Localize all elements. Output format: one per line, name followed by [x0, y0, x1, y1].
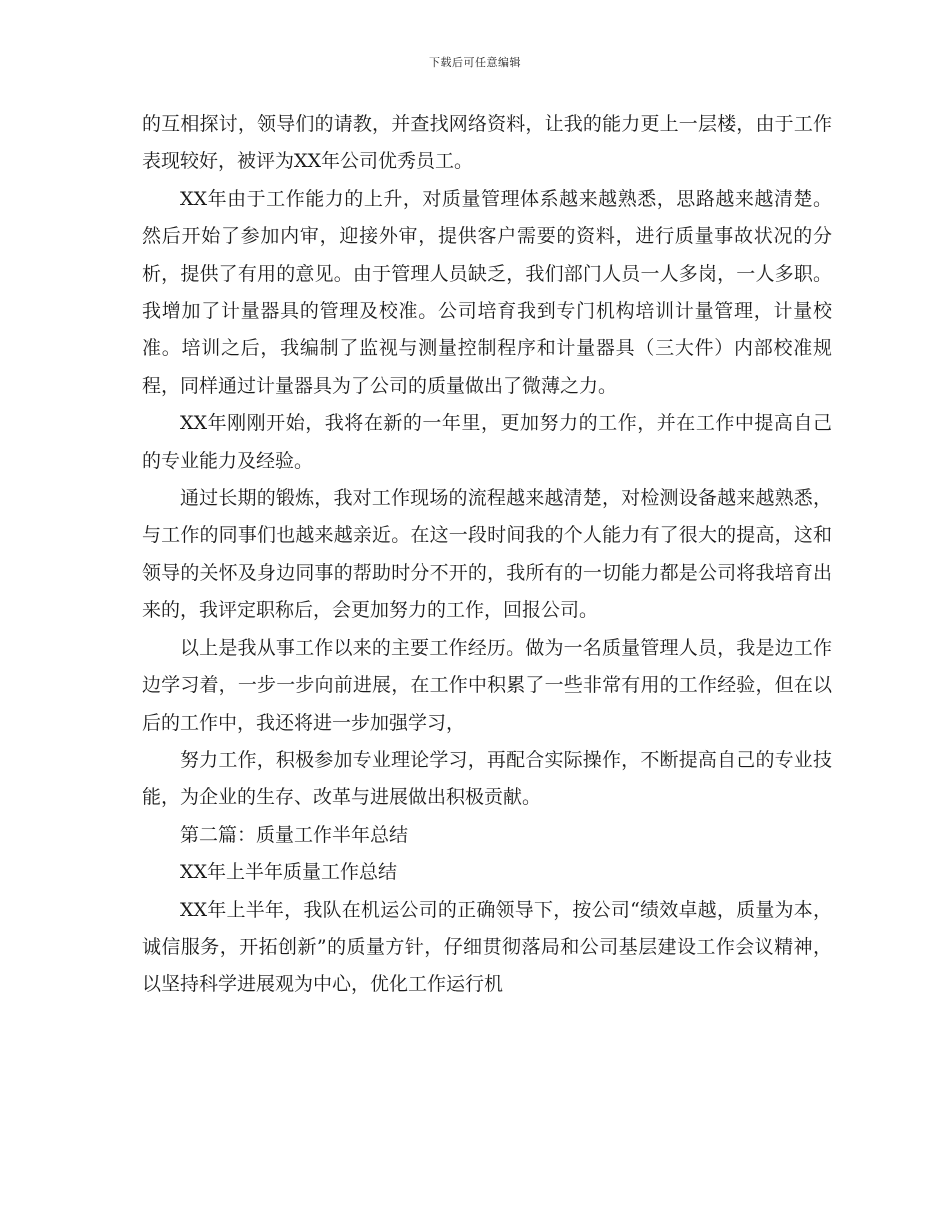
- section-heading: 第二篇：质量工作半年总结: [180, 823, 409, 846]
- document-body: [142, 106, 832, 1004]
- paragraph: XX年由于工作能力的上升，对质量管理体系越来越熟悉，思路越来越清楚。然后开始了参加内审，迎接外审，提供客户需要的资料，进行质量事故状况的分析，提供了有用的意见。由于管理人员缺乏，我们部门人员一人多岗，一人多职。我增加了计量器具的管理及校准。公司培育我到专门机构培训计量管理，计量校准。培训之后，我编制了监视与测量控制程序和计量器具（三大件）内部校准规程，同样通过计量器具为了公司的质量做出了微薄之力。: [142, 187, 832, 397]
- page-header: 下载后可任意编辑: [429, 56, 521, 69]
- paragraph: 努力工作，积极参加专业理论学习，再配合实际操作，不断提高自己的专业技能，为企业的生存、改革与进展做出积极贡献。: [142, 748, 832, 809]
- sub-heading: XX年上半年质量工作总结: [180, 861, 398, 884]
- paragraph: 的互相探讨，领导们的请教，并查找网络资料，让我的能力更上一层楼，由于工作表现较好，被评为XX年公司优秀员工。: [142, 113, 832, 173]
- paragraph: XX年上半年，我队在机运公司的正确领导下，按公司“绩效卓越，质量为本，诚信服务，开拓创新”的质量方针，仔细贯彻落局和公司基层建设工作会议精神，以坚持科学进展观为中心，优化工作运行机: [142, 898, 832, 996]
- paragraph: 通过长期的锻炼，我对工作现场的流程越来越清楚，对检测设备越来越熟悉，与工作的同事们也越来越亲近。在这一段时间我的个人能力有了很大的提高，这和领导的关怀及身边同事的帮助时分不开的，我所有的一切能力都是公司将我培育出来的，我评定职称后，会更加努力的工作，回报公司。: [142, 487, 832, 622]
- paragraph: XX年刚刚开始，我将在新的一年里，更加努力的工作，并在工作中提高自己的专业能力及经验。: [142, 412, 832, 472]
- paragraph: 以上是我从事工作以来的主要工作经历。做为一名质量管理人员，我是边工作边学习着，一步一步向前进展，在工作中积累了一些非常有用的工作经验，但在以后的工作中，我还将进一步加强学习，: [142, 636, 832, 734]
